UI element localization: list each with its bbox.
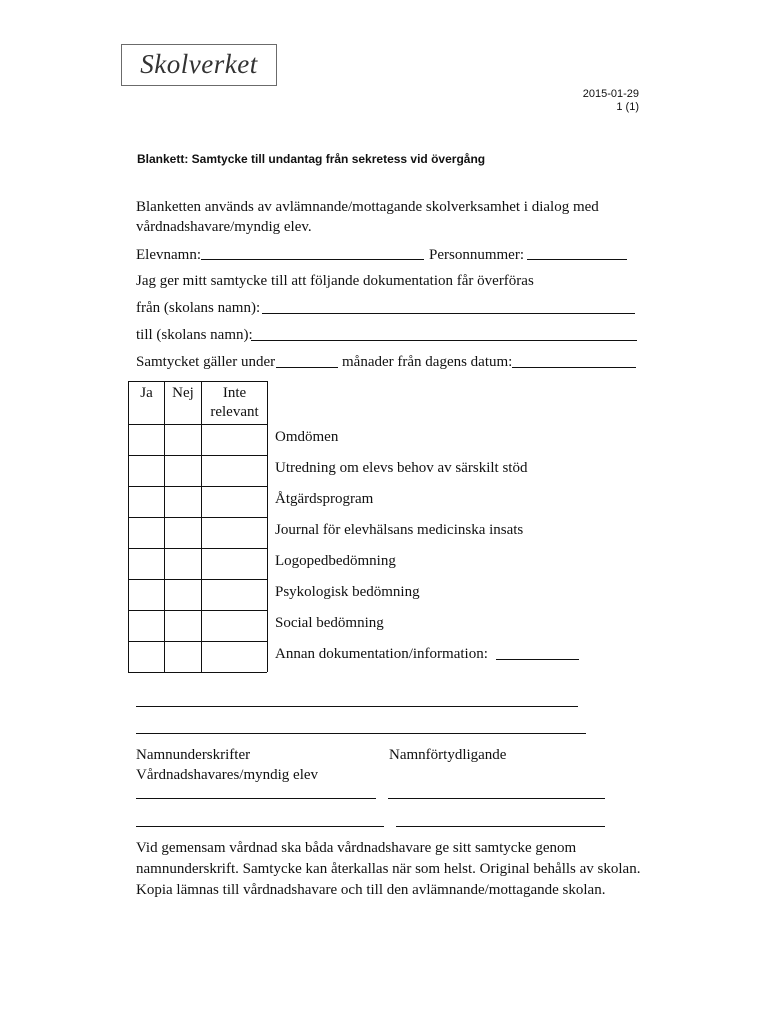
row-label-atgardsprogram: Åtgärdsprogram: [275, 491, 374, 507]
from-school-field[interactable]: [262, 313, 635, 314]
row-label-logoped: Logopedbedömning: [275, 553, 396, 569]
checkbox-no-social[interactable]: [165, 611, 201, 641]
checkbox-no-utredning[interactable]: [165, 456, 201, 486]
intro-line-2: vårdnadshavare/myndig elev.: [136, 219, 312, 235]
from-school-label: från (skolans namn):: [136, 300, 261, 316]
clarification-field-1[interactable]: [388, 798, 605, 799]
skolverket-logo: [121, 44, 277, 86]
personal-number-label: Personnummer:: [429, 247, 524, 263]
row-label-omdomen: Omdömen: [275, 429, 339, 445]
checkbox-yes-omdomen[interactable]: [129, 425, 164, 455]
form-title: Blankett: Samtycke till undantag från sekretess vid övergång: [137, 152, 486, 166]
validity-months-field[interactable]: [276, 367, 338, 368]
checkbox-yes-journal[interactable]: [129, 518, 164, 548]
checkbox-yes-logoped[interactable]: [129, 549, 164, 579]
checkbox-no-annan[interactable]: [165, 642, 201, 672]
table-line: [128, 381, 267, 382]
row-label-utredning: Utredning om elevs behov av särskilt stöd: [275, 460, 528, 476]
student-name-field[interactable]: [201, 259, 424, 260]
header-not-relevant-line2: relevant: [210, 404, 259, 420]
checkbox-no-journal[interactable]: [165, 518, 201, 548]
row-label-journal: Journal för elevhälsans medicinska insats: [275, 522, 524, 538]
table-line: [267, 381, 268, 672]
header-no: Nej: [172, 385, 194, 401]
row-label-annan: Annan dokumentation/information:: [275, 646, 488, 662]
to-school-label: till (skolans namn):: [136, 327, 253, 343]
footer-line-2: namnunderskrift. Samtycke kan återkallas när som helst. Original behålls av skolan.: [136, 861, 641, 877]
personal-number-field[interactable]: [527, 259, 627, 260]
table-line: [128, 672, 267, 673]
logo-text: Skolverket: [140, 49, 258, 79]
free-text-line-2[interactable]: [136, 733, 586, 734]
checkbox-na-social[interactable]: [202, 611, 267, 641]
checkbox-yes-utredning[interactable]: [129, 456, 164, 486]
document-date: 2015-01-29: [582, 88, 639, 100]
header-yes: Ja: [140, 385, 153, 401]
footer-line-1: Vid gemensam vårdnad ska båda vårdnadshavare ge sitt samtycke genom: [136, 840, 577, 856]
checkbox-no-omdomen[interactable]: [165, 425, 201, 455]
guardians-label: Vårdnadshavares/myndig elev: [136, 767, 319, 783]
page-number: 1 (1): [616, 101, 639, 113]
signature-field-1[interactable]: [136, 798, 376, 799]
validity-date-field[interactable]: [512, 367, 636, 368]
header-not-relevant-line1: Inte: [222, 385, 247, 401]
footer-line-3: Kopia lämnas till vårdnadshavare och till den avlämnande/mottagande skolan.: [136, 882, 606, 898]
other-documentation-field[interactable]: [496, 659, 579, 660]
validity-label-2: månader från dagens datum:: [342, 354, 513, 370]
checkbox-na-omdomen[interactable]: [202, 425, 267, 455]
checkbox-no-psykologisk[interactable]: [165, 580, 201, 610]
row-label-psykologisk: Psykologisk bedömning: [275, 584, 420, 600]
checkbox-yes-social[interactable]: [129, 611, 164, 641]
signature-field-2[interactable]: [136, 826, 384, 827]
checkbox-yes-psykologisk[interactable]: [129, 580, 164, 610]
intro-line-1: Blanketten används av avlämnande/mottagande skolverksamhet i dialog med: [136, 199, 599, 215]
checkbox-yes-atgardsprogram[interactable]: [129, 487, 164, 517]
checkbox-na-utredning[interactable]: [202, 456, 267, 486]
checkbox-na-logoped[interactable]: [202, 549, 267, 579]
checkbox-na-atgardsprogram[interactable]: [202, 487, 267, 517]
checkbox-yes-annan[interactable]: [129, 642, 164, 672]
checkbox-na-annan[interactable]: [202, 642, 267, 672]
student-name-label: Elevnamn:: [136, 247, 201, 263]
consent-line: Jag ger mitt samtycke till att följande dokumentation får överföras: [136, 273, 534, 289]
clarification-label: Namnförtydligande: [389, 747, 507, 763]
row-label-social: Social bedömning: [275, 615, 384, 631]
to-school-field[interactable]: [251, 340, 637, 341]
signatures-label: Namnunderskrifter: [136, 747, 251, 763]
checkbox-na-psykologisk[interactable]: [202, 580, 267, 610]
checkbox-na-journal[interactable]: [202, 518, 267, 548]
validity-label-1: Samtycket gäller under: [136, 354, 276, 370]
free-text-line-1[interactable]: [136, 706, 578, 707]
checkbox-no-atgardsprogram[interactable]: [165, 487, 201, 517]
checkbox-no-logoped[interactable]: [165, 549, 201, 579]
clarification-field-2[interactable]: [396, 826, 605, 827]
